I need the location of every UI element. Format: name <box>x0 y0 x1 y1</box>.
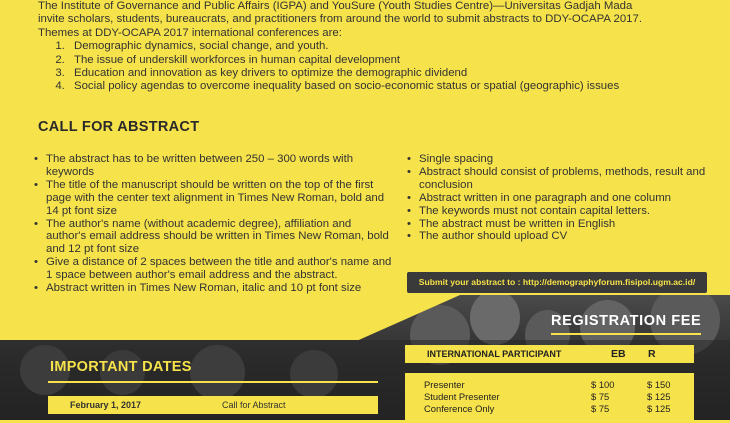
registration-table-body <box>405 373 694 423</box>
table-row <box>405 403 694 414</box>
list-item: • Abstract written in Times New Roman, italic and 10 pt font size <box>34 282 394 295</box>
theme-item: 2. The issue of underskill workforces in human capital development <box>68 54 718 67</box>
registration-fee-heading: REGISTRATION FEE <box>551 313 702 329</box>
call-for-abstract-heading: CALL FOR ABSTRACT <box>38 119 200 135</box>
table-row <box>405 391 694 402</box>
eb-header: EB <box>611 348 626 360</box>
list-item: • Single spacing <box>407 153 707 166</box>
registration-table-header <box>405 345 694 363</box>
intro-line: invite scholars, students, bureaucrats, and practitioners from around the world to submit abstracts to DDY-OCAPA 2017. <box>38 13 642 26</box>
fee-eb: $ 100 <box>591 379 615 390</box>
fee-r: $ 150 <box>647 379 671 390</box>
intro-line: The Institute of Governance and Public Affairs (IGPA) and YouSure (Youth Studies Centre)—Universitas Gadjah Mada <box>38 0 633 12</box>
date-value: February 1, 2017 <box>70 400 142 410</box>
abstract-rules-right <box>407 153 707 243</box>
list-item: • The keywords must not contain capital letters. <box>407 205 707 218</box>
list-item: • The author should upload CV <box>407 230 707 243</box>
important-dates-heading: IMPORTANT DATES <box>50 359 192 375</box>
dates-divider <box>48 381 378 383</box>
themes-list <box>38 40 718 94</box>
fee-eb: $ 75 <box>591 391 610 402</box>
list-item: • Abstract written in one paragraph and one column <box>407 192 707 205</box>
fee-r: $ 125 <box>647 391 671 402</box>
fee-eb: $ 75 <box>591 403 610 414</box>
registration-divider <box>551 333 701 335</box>
intro-section <box>38 0 718 94</box>
list-item: • The abstract must be written in English <box>407 218 707 231</box>
intro-line: Themes at DDY-OCAPA 2017 international conferences are: <box>38 26 342 39</box>
date-event: Call for Abstract <box>222 400 286 410</box>
list-item: • The author's name (without academic degree), affiliation and author's email address should be written in Times New Roman, bold and 12 pt font size <box>34 218 394 257</box>
list-item: • Abstract should consist of problems, methods, result and conclusion <box>407 166 707 192</box>
participant-header: INTERNATIONAL PARTICIPANT <box>427 349 562 359</box>
list-item: • The title of the manuscript should be written on the top of the first page with the center text alignment in Times New Roman, bold and 14 pt font size <box>34 179 394 218</box>
participant-type: Conference Only <box>424 403 495 414</box>
table-row <box>405 379 694 390</box>
fee-r: $ 125 <box>647 403 671 414</box>
r-header: R <box>648 348 656 360</box>
list-item: • The abstract has to be written between 250 – 300 words with keywords <box>34 153 394 179</box>
submit-abstract-link[interactable]: Submit your abstract to : http://demographyforum.fisipol.ugm.ac.id/ <box>407 272 707 293</box>
theme-item: 4. Social policy agendas to overcome inequality based on socio-economic status or spatial (geographic) issues <box>68 80 718 93</box>
theme-item: 1. Demographic dynamics, social change, and youth. <box>68 40 718 53</box>
theme-item: 3. Education and innovation as key drivers to optimize the demographic dividend <box>68 67 718 80</box>
list-item: • Give a distance of 2 spaces between the title and author's name and 1 space between author's email address and the abstract. <box>34 256 394 282</box>
table-row <box>48 396 378 414</box>
participant-type: Presenter <box>424 379 465 390</box>
participant-type: Student Presenter <box>424 391 500 402</box>
